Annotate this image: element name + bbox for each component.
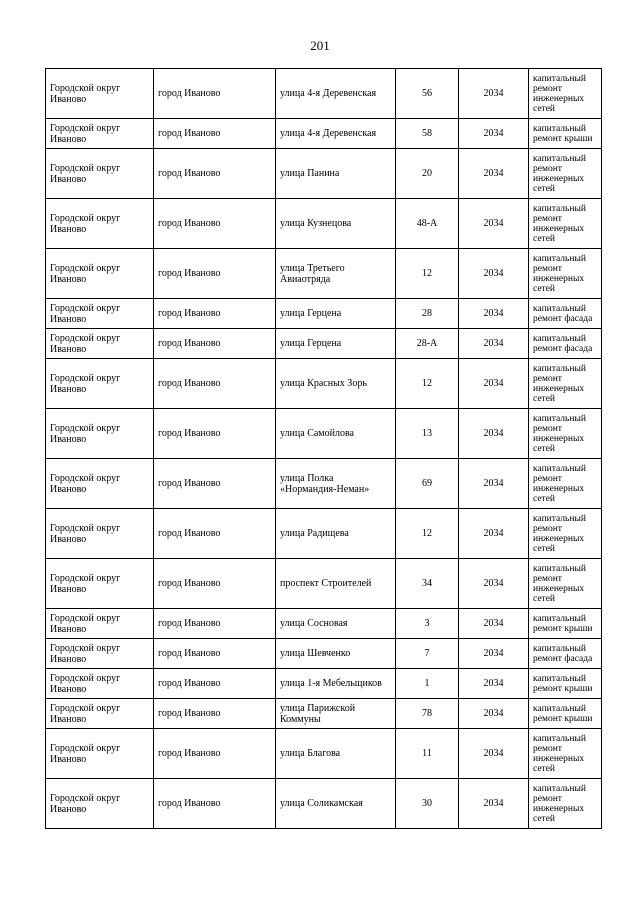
street-cell: улица 4-я Деревенская (276, 119, 396, 149)
work-type-cell: капитальный ремонт инженерных сетей (529, 409, 602, 459)
city-cell: город Иваново (154, 609, 276, 639)
year-cell: 2034 (459, 779, 529, 829)
okrug-cell: Городской округ Иваново (46, 69, 154, 119)
city-cell: город Иваново (154, 149, 276, 199)
city-cell: город Иваново (154, 299, 276, 329)
okrug-cell: Городской округ Иваново (46, 249, 154, 299)
year-cell: 2034 (459, 639, 529, 669)
table-row (46, 299, 602, 329)
house-number-cell: 56 (396, 69, 459, 119)
okrug-cell: Городской округ Иваново (46, 699, 154, 729)
okrug-cell: Городской округ Иваново (46, 199, 154, 249)
work-type-cell: капитальный ремонт крыши (529, 669, 602, 699)
okrug-cell: Городской округ Иваново (46, 559, 154, 609)
street-cell: проспект Строителей (276, 559, 396, 609)
house-number-cell: 78 (396, 699, 459, 729)
okrug-cell: Городской округ Иваново (46, 409, 154, 459)
okrug-cell: Городской округ Иваново (46, 459, 154, 509)
table-row (46, 459, 602, 509)
city-cell: город Иваново (154, 779, 276, 829)
city-cell: город Иваново (154, 509, 276, 559)
table-row (46, 559, 602, 609)
table-row (46, 119, 602, 149)
okrug-cell: Городской округ Иваново (46, 609, 154, 639)
year-cell: 2034 (459, 119, 529, 149)
work-type-cell: капитальный ремонт инженерных сетей (529, 779, 602, 829)
page-number: 201 (310, 38, 330, 53)
house-number-cell: 13 (396, 409, 459, 459)
year-cell: 2034 (459, 249, 529, 299)
street-cell: улица Красных Зорь (276, 359, 396, 409)
street-cell: улица Сосновая (276, 609, 396, 639)
house-number-cell: 48-А (396, 199, 459, 249)
house-number-cell: 3 (396, 609, 459, 639)
city-cell: город Иваново (154, 359, 276, 409)
street-cell: улица Панина (276, 149, 396, 199)
house-number-cell: 20 (396, 149, 459, 199)
repair-schedule-table (45, 68, 602, 829)
table-row (46, 609, 602, 639)
table-row (46, 199, 602, 249)
street-cell: улица Герцена (276, 329, 396, 359)
work-type-cell: капитальный ремонт инженерных сетей (529, 459, 602, 509)
city-cell: город Иваново (154, 669, 276, 699)
house-number-cell: 69 (396, 459, 459, 509)
street-cell: улица Кузнецова (276, 199, 396, 249)
house-number-cell: 1 (396, 669, 459, 699)
work-type-cell: капитальный ремонт инженерных сетей (529, 149, 602, 199)
street-cell: улица Третьего Авиаотряда (276, 249, 396, 299)
table-body (46, 69, 602, 829)
table-row (46, 779, 602, 829)
year-cell: 2034 (459, 509, 529, 559)
house-number-cell: 12 (396, 509, 459, 559)
table-row (46, 249, 602, 299)
city-cell: город Иваново (154, 409, 276, 459)
table-row (46, 509, 602, 559)
city-cell: город Иваново (154, 329, 276, 359)
table-row (46, 669, 602, 699)
house-number-cell: 28 (396, 299, 459, 329)
city-cell: город Иваново (154, 119, 276, 149)
year-cell: 2034 (459, 409, 529, 459)
house-number-cell: 30 (396, 779, 459, 829)
okrug-cell: Городской округ Иваново (46, 669, 154, 699)
street-cell: улица Парижской Коммуны (276, 699, 396, 729)
house-number-cell: 12 (396, 249, 459, 299)
city-cell: город Иваново (154, 249, 276, 299)
street-cell: улица Герцена (276, 299, 396, 329)
work-type-cell: капитальный ремонт инженерных сетей (529, 249, 602, 299)
year-cell: 2034 (459, 459, 529, 509)
year-cell: 2034 (459, 69, 529, 119)
street-cell: улица Самойлова (276, 409, 396, 459)
table-row (46, 359, 602, 409)
house-number-cell: 58 (396, 119, 459, 149)
year-cell: 2034 (459, 669, 529, 699)
table-row (46, 409, 602, 459)
city-cell: город Иваново (154, 639, 276, 669)
okrug-cell: Городской округ Иваново (46, 729, 154, 779)
okrug-cell: Городской округ Иваново (46, 299, 154, 329)
okrug-cell: Городской округ Иваново (46, 329, 154, 359)
house-number-cell: 34 (396, 559, 459, 609)
street-cell: улица Полка «Нормандия-Неман» (276, 459, 396, 509)
table-row (46, 329, 602, 359)
okrug-cell: Городской округ Иваново (46, 639, 154, 669)
work-type-cell: капитальный ремонт фасада (529, 639, 602, 669)
work-type-cell: капитальный ремонт инженерных сетей (529, 359, 602, 409)
work-type-cell: капитальный ремонт крыши (529, 609, 602, 639)
work-type-cell: капитальный ремонт крыши (529, 119, 602, 149)
house-number-cell: 7 (396, 639, 459, 669)
work-type-cell: капитальный ремонт инженерных сетей (529, 69, 602, 119)
house-number-cell: 11 (396, 729, 459, 779)
street-cell: улица 4-я Деревенская (276, 69, 396, 119)
city-cell: город Иваново (154, 699, 276, 729)
work-type-cell: капитальный ремонт инженерных сетей (529, 199, 602, 249)
table-row (46, 729, 602, 779)
street-cell: улица Радищева (276, 509, 396, 559)
table-row (46, 699, 602, 729)
city-cell: город Иваново (154, 69, 276, 119)
work-type-cell: капитальный ремонт фасада (529, 329, 602, 359)
year-cell: 2034 (459, 699, 529, 729)
street-cell: улица 1-я Мебельщиков (276, 669, 396, 699)
house-number-cell: 28-А (396, 329, 459, 359)
table-row (46, 639, 602, 669)
street-cell: улица Шевченко (276, 639, 396, 669)
year-cell: 2034 (459, 609, 529, 639)
city-cell: город Иваново (154, 559, 276, 609)
street-cell: улица Благова (276, 729, 396, 779)
okrug-cell: Городской округ Иваново (46, 509, 154, 559)
city-cell: город Иваново (154, 459, 276, 509)
year-cell: 2034 (459, 329, 529, 359)
work-type-cell: капитальный ремонт инженерных сетей (529, 509, 602, 559)
city-cell: город Иваново (154, 199, 276, 249)
city-cell: город Иваново (154, 729, 276, 779)
year-cell: 2034 (459, 149, 529, 199)
year-cell: 2034 (459, 199, 529, 249)
work-type-cell: капитальный ремонт крыши (529, 699, 602, 729)
work-type-cell: капитальный ремонт фасада (529, 299, 602, 329)
work-type-cell: капитальный ремонт инженерных сетей (529, 729, 602, 779)
okrug-cell: Городской округ Иваново (46, 359, 154, 409)
year-cell: 2034 (459, 729, 529, 779)
okrug-cell: Городской округ Иваново (46, 779, 154, 829)
year-cell: 2034 (459, 359, 529, 409)
street-cell: улица Соликамская (276, 779, 396, 829)
work-type-cell: капитальный ремонт инженерных сетей (529, 559, 602, 609)
table-row (46, 69, 602, 119)
house-number-cell: 12 (396, 359, 459, 409)
year-cell: 2034 (459, 559, 529, 609)
okrug-cell: Городской округ Иваново (46, 149, 154, 199)
year-cell: 2034 (459, 299, 529, 329)
table-row (46, 149, 602, 199)
okrug-cell: Городской округ Иваново (46, 119, 154, 149)
